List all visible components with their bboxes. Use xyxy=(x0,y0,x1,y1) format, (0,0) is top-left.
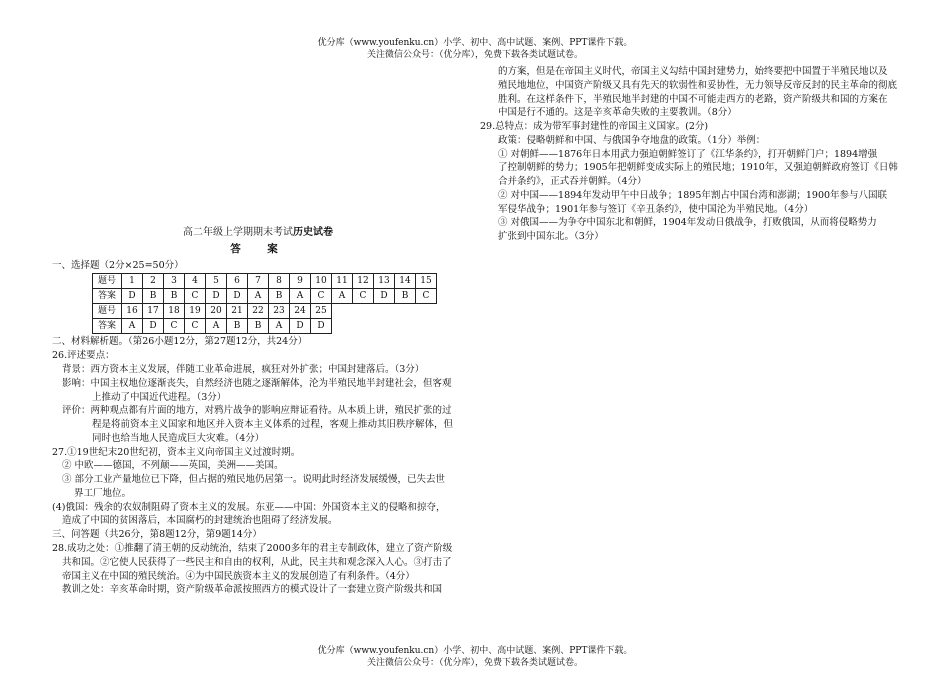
q28-r4: 中国是行不通的。这是辛亥革命失败的主要教训。（8分） xyxy=(498,107,737,119)
page-header xyxy=(0,37,950,61)
q29-2: 政策：侵略朝鲜和中国、与俄国争夺地盘的政策。（1分）举例： xyxy=(498,134,766,146)
footer-line-1: 优分库（www.youfenku.cn）小学、初中、高中试题、案例、PPT课件下载。 xyxy=(317,646,633,656)
question-number-cell: 1 xyxy=(122,274,143,289)
q26-eval-1: 评价：两种观点都有片面的地方，对鸦片战争的影响应辩证看待。从本质上讲，殖民扩张的过 xyxy=(62,405,452,417)
question-number-cell: 21 xyxy=(227,304,248,319)
answer-table-row-a2 xyxy=(93,319,437,334)
row-label: 答案 xyxy=(93,289,122,304)
answer-cell: A xyxy=(332,289,353,304)
left-column xyxy=(52,226,464,597)
answer-cell: A xyxy=(290,289,311,304)
question-number-cell: 23 xyxy=(269,304,290,319)
q29-9: 扩张到中国东北。（3分） xyxy=(498,231,604,243)
q28-2: 共和国。②它使人民获得了一些民主和自由的权利，从此，民主共和观念深入人心。③打击了 xyxy=(62,556,452,568)
q29-1: 29.总特点：成为带军事封建性的帝国主义国家。(2分) xyxy=(480,121,709,133)
answer-cell: B xyxy=(248,319,269,334)
q27-2: ② 中欧——德国，不列颠——英国，美洲——美国。 xyxy=(62,460,284,472)
answer-cell: D xyxy=(227,289,248,304)
q26-background: 背景：西方资本主义发展，伴随工业革命进展，疯狂对外扩张；中国封建落后。（3分） xyxy=(62,364,425,376)
answer-cell: D xyxy=(374,289,395,304)
section2-heading: 二、材料解析题。（第26小题12分，第27题12分，共24分） xyxy=(52,336,308,348)
answer-cell: C xyxy=(416,289,437,304)
answer-cell: B xyxy=(269,289,290,304)
footer-line-2: 关注微信公众号：（优分库），免费下载各类试题试卷。 xyxy=(366,658,583,669)
answer-table-row-q2 xyxy=(93,304,437,319)
answer-cell: D xyxy=(311,319,332,334)
question-number-cell: 12 xyxy=(353,274,374,289)
question-number-cell: 6 xyxy=(227,274,248,289)
q27-3b: 界工厂地位。 xyxy=(74,487,132,499)
q29-8: ③ 对俄国——为争夺中国东北和朝鲜，1904年发动日俄战争，打败俄国，从而将侵略势力 xyxy=(498,217,877,229)
q26-eval-2: 程是将前资本主义国家和地区并入资本主义体系的过程，客观上推动其旧秩序解体，但 xyxy=(92,419,454,431)
answer-cell: C xyxy=(185,289,206,304)
question-number-cell: 5 xyxy=(206,274,227,289)
q28-r2: 殖民地地位，中国资产阶级又具有先天的软弱性和妥协性，无力领导反帝反封的民主革命的彻底 xyxy=(498,79,898,91)
question-number-cell: 19 xyxy=(185,304,206,319)
right-column xyxy=(480,65,900,244)
answer-cell: C xyxy=(353,289,374,304)
page-footer xyxy=(0,645,950,669)
question-number-cell: 15 xyxy=(416,274,437,289)
q27-4a: (4)俄国：残余的农奴制阻碍了资本主义的发展。东亚——中国：外国资本主义的侵略和掠夺， xyxy=(52,501,446,513)
question-number-cell: 22 xyxy=(248,304,269,319)
answer-cell: C xyxy=(164,319,185,334)
q29-5: 合并条约》，正式吞并朝鲜。（4分） xyxy=(498,176,647,188)
q29-7: 军侵华战争；1901年参与签订《辛丑条约》，使中国沦为半殖民地。（4分） xyxy=(498,203,814,215)
question-number-cell: 14 xyxy=(395,274,416,289)
section1-heading: 一、选择题（2分×25=50分） xyxy=(52,259,184,271)
document-title: 高二年级上学期期末考试历史试卷 xyxy=(183,227,333,238)
answer-cell: D xyxy=(143,319,164,334)
question-number-cell: 24 xyxy=(290,304,311,319)
q26-impact-2: 上推动了中国近代进程。（3分） xyxy=(92,391,227,403)
question-number-cell: 3 xyxy=(164,274,185,289)
q29-6: ② 对中国——1894年发动甲午中日战争；1895年割占中国台湾和澎湖；1900年参与八国联 xyxy=(498,189,888,201)
document-subtitle: 答 案 xyxy=(230,242,286,255)
row-label: 题号 xyxy=(93,304,122,319)
section3-heading: 三、问答题（共26分，第8题12分，第9题14分） xyxy=(52,529,262,541)
answer-cell: D xyxy=(122,289,143,304)
question-number-cell: 17 xyxy=(143,304,164,319)
question-number-cell: 18 xyxy=(164,304,185,319)
q26-eval-3: 同时也给当地人民造成巨大灾难。（4分） xyxy=(92,432,265,444)
answer-cell: B xyxy=(143,289,164,304)
question-number-cell: 25 xyxy=(311,304,332,319)
header-line-2: 关注微信公众号：（优分库），免费下载各类试题试卷。 xyxy=(366,50,583,61)
q27-3a: ③ 部分工业产量地位已下降，但占据的殖民地仍居第一。说明此时经济发展缓慢，已失去世 xyxy=(62,474,446,486)
q27-4b: 造成了中国的贫困落后，本国腐朽的封建统治也阻碍了经济发展。 xyxy=(62,515,338,527)
answer-table-row-a1 xyxy=(93,289,437,304)
answer-cell: D xyxy=(206,289,227,304)
answer-table xyxy=(92,273,437,334)
q28-3: 帝国主义在中国的殖民统治。④为中国民族资本主义的发展创造了有利条件。（4分） xyxy=(62,570,415,582)
answer-cell: C xyxy=(311,289,332,304)
q28-r1: 的方案，但是在帝国主义时代，帝国主义勾结中国封建势力，始终要把中国置于半殖民地以及 xyxy=(498,66,888,77)
question-number-cell: 13 xyxy=(374,274,395,289)
answer-table-row-q1 xyxy=(93,274,437,289)
q28-1: 28.成功之处：①推翻了清王朝的反动统治，结束了2000多年的君主专制政体，建立了资产阶级 xyxy=(52,542,453,554)
answer-cell: A xyxy=(248,289,269,304)
question-number-cell: 10 xyxy=(311,274,332,289)
row-label: 题号 xyxy=(93,274,122,289)
q29-3: ① 对朝鲜——1876年日本用武力强迫朝鲜签订了《江华条约》，打开朝鲜门户；1894增强 xyxy=(498,148,878,160)
answer-cell: D xyxy=(290,319,311,334)
answer-cell: B xyxy=(227,319,248,334)
q28-4: 教训之处：辛亥革命时期，资产阶级革命派按照西方的模式设计了一套建立资产阶级共和国 xyxy=(62,584,443,596)
header-line-1: 优分库（www.youfenku.cn）小学、初中、高中试题、案例、PPT课件下载。 xyxy=(317,38,633,48)
question-number-cell: 4 xyxy=(185,274,206,289)
answer-cell: B xyxy=(164,289,185,304)
q27-1: 27.①19世纪末20世纪初，资本主义向帝国主义过渡时期。 xyxy=(52,446,301,458)
answer-cell: B xyxy=(395,289,416,304)
answer-cell: A xyxy=(206,319,227,334)
answer-cell: A xyxy=(122,319,143,334)
answer-cell: C xyxy=(185,319,206,334)
q26-title: 26.评述要点： xyxy=(52,350,115,362)
answer-cell: A xyxy=(269,319,290,334)
question-number-cell: 11 xyxy=(332,274,353,289)
question-number-cell: 9 xyxy=(290,274,311,289)
question-number-cell: 7 xyxy=(248,274,269,289)
q28-r3: 胜利。在这样条件下，半殖民地半封建的中国不可能走西方的老路，资产阶级共和国的方案在 xyxy=(498,93,888,105)
row-label: 答案 xyxy=(93,319,122,334)
question-number-cell: 16 xyxy=(122,304,143,319)
q26-impact-1: 影响：中国主权地位逐渐丧失，自然经济也随之逐渐解体，沦为半殖民地半封建社会，但客观 xyxy=(62,377,452,389)
question-number-cell: 20 xyxy=(206,304,227,319)
question-number-cell: 8 xyxy=(269,274,290,289)
q29-4: 了控制朝鲜的势力；1905年把朝鲜变成实际上的殖民地；1910年，又强迫朝鲜政府签订《日韩 xyxy=(498,162,898,174)
question-number-cell: 2 xyxy=(143,274,164,289)
